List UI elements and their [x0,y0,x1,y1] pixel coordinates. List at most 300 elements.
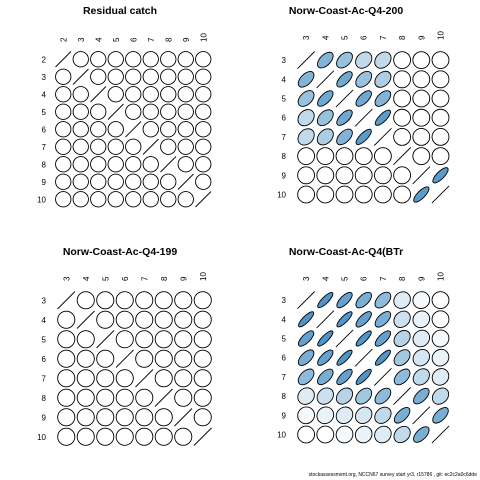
correlation-cell [116,292,133,309]
row-tick-label: 9 [41,413,46,423]
correlation-cell [143,157,158,172]
panel-title: Norw-Coast-Ac-Q4-200 [288,5,404,17]
correlation-cell [354,367,373,386]
correlation-cell [175,292,192,309]
diagonal-mark [413,407,430,424]
column-tick-label: 8 [159,276,169,281]
column-tick-label: 7 [378,276,388,281]
column-tick-label: 10 [199,33,209,42]
column-tick-label: 8 [398,276,408,281]
correlation-cell [391,308,414,331]
diagonal-mark [317,71,334,88]
correlation-cell [108,174,123,189]
correlation-cell [91,157,106,172]
correlation-cell [116,331,133,348]
column-tick-label: 4 [94,37,104,42]
correlation-cell [56,192,71,207]
correlation-cell [73,157,88,172]
correlation-cell [77,389,94,406]
correlation-cell [295,88,317,110]
correlation-cell [108,157,123,172]
row-tick-label: 9 [41,177,46,187]
correlation-cell [155,409,172,426]
correlation-cell [394,186,411,203]
correlation-cell [161,69,176,84]
correlation-cell [194,370,211,387]
correlation-cell [374,148,391,165]
row-tick-label: 4 [281,75,286,85]
correlation-cell [126,174,141,189]
correlation-cell [336,167,353,184]
correlation-cell [429,327,453,351]
diagonal-mark [175,409,193,427]
correlation-cell [143,87,158,102]
correlation-cell [196,157,211,172]
correlation-cell [161,87,176,102]
correlation-cell [373,328,393,348]
column-tick-label: 7 [140,276,150,281]
column-tick-label: 5 [340,276,350,281]
correlation-panel [37,246,211,446]
diagonal-mark [136,370,154,388]
correlation-cell [91,192,106,207]
correlation-cell [391,366,413,388]
diagonal-mark [116,350,134,368]
correlation-cell [155,331,172,348]
correlation-cell [371,49,394,72]
correlation-cell [126,52,141,67]
row-tick-label: 8 [281,152,286,162]
correlation-cell [410,365,433,388]
correlation-cell [372,289,394,311]
column-tick-label: 3 [76,37,86,42]
correlation-cell [373,108,393,128]
correlation-cell [91,52,106,67]
diagonal-mark [73,69,89,85]
correlation-cell [413,71,430,88]
correlation-cell [77,370,94,387]
correlation-cell [316,291,335,310]
correlation-cell [175,331,192,348]
column-tick-label: 5 [111,37,121,42]
correlation-cell [126,69,141,84]
correlation-cell [97,292,114,309]
correlation-cell [317,167,334,184]
correlation-cell [56,157,71,172]
correlation-cell [394,128,411,145]
correlation-cell [91,139,106,154]
row-tick-label: 3 [281,296,286,306]
correlation-cell [178,122,193,137]
correlation-cell [196,104,211,119]
correlation-cell [413,52,430,69]
correlation-cell [77,428,94,445]
row-tick-label: 7 [281,132,286,142]
correlation-cell [143,122,158,137]
row-tick-label: 10 [37,432,46,442]
diagonal-mark [126,122,142,138]
correlation-cell [194,389,211,406]
correlation-cell [432,71,449,88]
correlation-cell [196,69,211,84]
correlation-cell [373,348,392,367]
correlation-cell [194,292,211,309]
correlation-cell [333,404,356,427]
correlation-cell [108,122,123,137]
correlation-cell [372,68,394,90]
correlation-cell [58,389,75,406]
correlation-cell [91,122,106,137]
correlation-cell [143,69,158,84]
row-tick-label: 10 [277,190,286,200]
correlation-cell [91,69,106,84]
diagonal-mark [394,148,411,165]
correlation-cell [315,88,336,109]
correlation-cell [413,90,430,107]
correlation-cell [194,331,211,348]
correlation-cell [196,139,211,154]
correlation-cell [315,49,336,70]
correlation-cell [411,185,431,205]
column-tick-label: 4 [321,35,331,40]
panel-title: Norw-Coast-Ac-Q4(BTr [288,246,404,258]
correlation-cell [314,107,336,129]
diagonal-mark [56,52,72,68]
correlation-cell [175,311,192,328]
correlation-cell [178,104,193,119]
correlation-cell [108,52,123,67]
correlation-cell [161,52,176,67]
diagonal-mark [196,192,212,208]
correlation-cell [136,409,153,426]
correlation-cell [298,186,315,203]
correlation-cell [196,122,211,137]
correlation-cell [372,385,394,407]
correlation-cell [161,174,176,189]
correlation-cell [143,104,158,119]
correlation-cell [194,311,211,328]
correlation-cell [410,327,433,350]
row-tick-label: 10 [37,195,46,205]
correlation-cell [58,370,75,387]
correlation-cell [336,148,353,165]
correlation-cell [390,288,413,311]
correlation-cell [352,423,376,447]
correlation-cell [116,428,133,445]
correlation-cell [295,69,316,90]
diagonal-mark [58,292,76,310]
correlation-cell [73,192,88,207]
row-tick-label: 5 [41,335,46,345]
row-tick-label: 8 [41,393,46,403]
column-tick-label: 2 [59,37,69,42]
diagonal-mark [155,389,173,407]
correlation-cell [394,167,411,184]
row-tick-label: 5 [41,107,46,117]
diagonal-mark [432,186,449,203]
column-tick-label: 9 [181,37,191,42]
panel-title: Residual catch [82,5,158,17]
correlation-cell [108,139,123,154]
column-tick-label: 4 [321,276,331,281]
correlation-cell [374,167,391,184]
correlation-cell [73,122,88,137]
row-tick-label: 7 [41,374,46,384]
correlation-cell [155,350,172,367]
column-tick-label: 6 [129,37,139,42]
correlation-cell [334,290,354,310]
column-tick-label: 6 [120,276,130,281]
correlation-cell [334,49,356,71]
correlation-cell [432,148,449,165]
correlation-cell [194,350,211,367]
correlation-cell [161,139,176,154]
correlation-cell [430,405,451,426]
column-tick-label: 3 [302,276,312,281]
correlation-cell [161,104,176,119]
diagonal-mark [298,292,315,309]
column-tick-label: 7 [146,37,156,42]
correlation-cell [97,409,114,426]
correlation-cell [372,309,393,330]
correlation-cell [314,404,338,428]
correlation-cell [391,423,414,446]
correlation-cell [136,428,153,445]
correlation-cell [410,308,434,332]
correlation-cell [155,428,172,445]
correlation-cell [353,290,374,311]
correlation-cell [136,350,153,367]
diagonal-mark [161,157,177,173]
row-tick-label: 4 [41,90,46,100]
diagonal-mark [194,428,212,446]
correlation-cell [97,350,114,367]
correlation-cell [314,385,337,408]
diagonal-mark [143,139,159,155]
correlation-cell [108,192,123,207]
column-tick-label: 8 [164,37,174,42]
correlation-cell [136,389,153,406]
column-tick-label: 9 [417,35,427,40]
diagonal-mark [317,311,334,328]
row-tick-label: 4 [281,315,286,325]
correlation-cell [411,424,432,445]
diagonal-mark [336,330,353,347]
correlation-cell [178,69,193,84]
diagonal-mark [374,368,391,385]
row-tick-label: 7 [281,372,286,382]
correlation-cell [413,109,430,126]
row-tick-label: 6 [281,353,286,363]
row-tick-label: 6 [41,354,46,364]
column-tick-label: 4 [81,276,91,281]
correlation-cell [429,385,452,408]
correlation-cell [97,389,114,406]
diagonal-mark [432,426,449,443]
correlation-cell [136,311,153,328]
correlation-cell [196,174,211,189]
correlation-cell [116,370,133,387]
correlation-cell [126,157,141,172]
correlation-cell [91,104,106,119]
correlation-cell [178,192,193,207]
correlation-cell [175,389,192,406]
correlation-cell [143,192,158,207]
correlation-cell [161,122,176,137]
correlation-cell [391,327,414,350]
correlation-cell [58,409,75,426]
correlation-cell [413,128,430,145]
correlation-cell [432,109,449,126]
correlation-cell [335,348,354,367]
correlation-cell [77,292,94,309]
column-tick-label: 9 [417,276,427,281]
correlation-cell [296,328,316,348]
correlation-cell [126,139,141,154]
row-tick-label: 5 [281,334,286,344]
correlation-cell [394,71,411,88]
correlation-cell [143,174,158,189]
correlation-cell [108,69,123,84]
correlation-cell [315,366,336,387]
correlation-cell [73,139,88,154]
correlation-cell [97,311,114,328]
column-tick-label: 6 [359,35,369,40]
correlation-cell [354,127,374,147]
correlation-cell [411,386,432,407]
row-tick-label: 8 [281,392,286,402]
correlation-cell [295,125,318,148]
diagonal-mark [108,104,124,120]
correlation-cell [116,389,133,406]
correlation-cell [126,104,141,119]
column-tick-label: 6 [359,276,369,281]
correlation-cell [298,167,315,184]
correlation-cell [295,106,318,129]
correlation-cell [353,68,375,90]
correlation-panel [277,5,450,204]
correlation-cell [317,148,334,165]
correlation-cell [432,52,449,69]
correlation-cell [91,174,106,189]
panel-title: Norw-Coast-Ac-Q4-199 [62,246,178,258]
correlation-cell [73,174,88,189]
correlation-cell [298,426,315,443]
correlation-cell [355,148,372,165]
correlation-cell [116,311,133,328]
correlation-cell [410,346,433,369]
diagonal-mark [91,87,107,103]
diagonal-mark [394,388,411,405]
diagonal-mark [374,128,391,145]
row-tick-label: 7 [41,142,46,152]
correlation-cell [108,87,123,102]
correlation-cell [155,311,172,328]
correlation-cell [73,52,88,67]
correlation-cell [77,331,94,348]
correlation-cell [295,366,317,388]
correlation-cell [333,385,356,408]
column-tick-label: 10 [436,31,446,40]
column-tick-label: 10 [198,272,208,281]
correlation-cell [194,409,211,426]
correlation-cell [353,88,374,109]
correlation-cell [334,107,355,128]
correlation-cell [391,347,413,369]
correlation-cell [317,426,334,443]
correlation-cell [294,384,317,407]
correlation-cell [314,126,336,148]
correlation-cell [77,409,94,426]
correlation-cell [155,370,172,387]
correlation-cell [429,365,452,388]
correlation-cell [136,331,153,348]
footer-credit: stockassessment.org, NCCN67 survey start yr3, r15786 , git: ec2c2a0c6dde [308,472,477,478]
correlation-cell [56,104,71,119]
correlation-cell [394,109,411,126]
correlation-cell [432,128,449,145]
correlation-cell [394,52,411,69]
correlation-cell [298,148,315,165]
correlation-cell [155,292,172,309]
correlation-cell [334,126,355,147]
row-tick-label: 3 [281,56,286,66]
diagonal-mark [97,331,115,349]
correlation-panel [37,5,211,207]
row-tick-label: 6 [41,125,46,135]
correlation-cell [371,404,394,427]
correlation-cell [409,288,433,312]
correlation-cell [432,90,449,107]
correlation-cell [126,87,141,102]
diagonal-mark [77,311,95,329]
correlation-cell [73,87,88,102]
correlation-cell [116,409,133,426]
correlation-cell [56,174,71,189]
correlation-cell [56,139,71,154]
correlation-cell [336,186,353,203]
correlation-cell [355,167,372,184]
row-tick-label: 6 [281,113,286,123]
correlation-cell [429,346,453,370]
column-tick-label: 3 [62,276,72,281]
correlation-cell [56,122,71,137]
correlation-cell [126,192,141,207]
column-tick-label: 3 [302,35,312,40]
column-tick-label: 9 [179,276,189,281]
diagonal-mark [336,90,353,107]
correlation-panel [277,246,452,446]
correlation-cell [136,292,153,309]
correlation-cell [175,350,192,367]
correlation-cell [334,367,354,387]
correlation-cell [196,87,211,102]
correlation-cell [316,329,335,348]
correlation-cell [175,428,192,445]
row-tick-label: 2 [41,55,46,65]
correlation-cell [335,310,354,329]
row-tick-label: 10 [277,430,286,440]
correlation-cell [196,52,211,67]
row-tick-label: 8 [41,160,46,170]
diagonal-mark [178,174,194,190]
column-tick-label: 7 [378,35,388,40]
correlation-cell [432,311,449,328]
correlation-cell [97,428,114,445]
correlation-cell [432,292,449,309]
correlation-cell [392,405,413,426]
row-tick-label: 5 [281,94,286,104]
